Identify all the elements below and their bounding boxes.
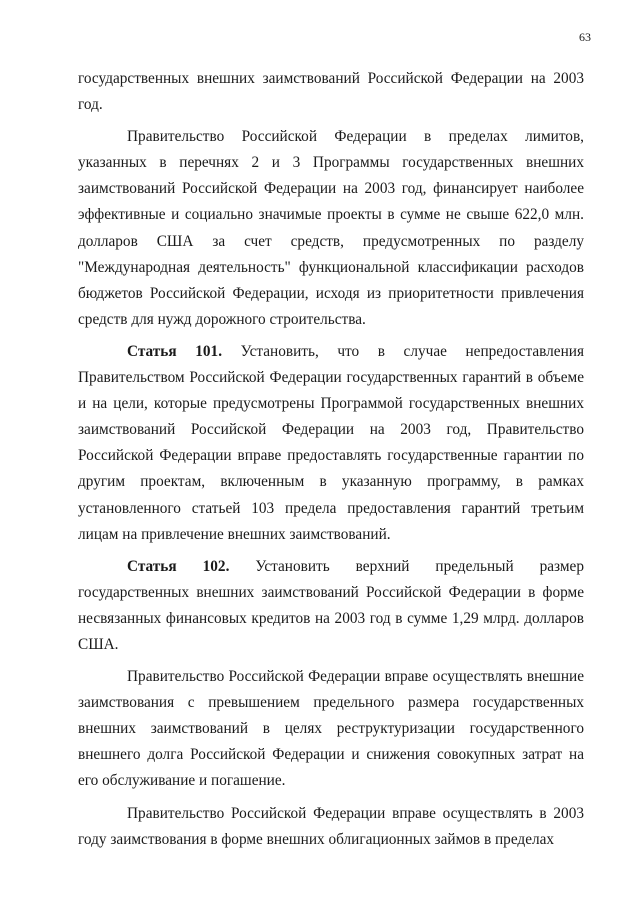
article-label: Статья 102.: [127, 557, 230, 575]
paragraph-text: Установить верхний предельный размер государственных внешних заимствований Российской Федерации в форме несвязанных финансовых кредитов на 2003 год в сумме 1,29 млрд. долларов США.: [78, 557, 584, 653]
paragraph-text: Правительство Российской Федерации вправе осуществлять внешние заимствования с превышением предельного размера государственных внешних заимствований в целях реструктуризации государственного внешнего долга Российской Федерации и снижения совокупных затрат на его обслуживание и погашение.: [78, 668, 584, 790]
document-body: [78, 66, 584, 859]
page-number: 63: [579, 30, 591, 44]
paragraph: [78, 664, 584, 794]
paragraph-text: Установить, что в случае непредоставления Правительством Российской Федерации государственных гарантий в объеме и на цели, которые предусмотрены Программой государственных внешних заимствований Российской Федерации на 2003 год, Правительство Российской Федерации вправе предоставлять государственные гарантии по другим проектам, включенным в указанную программу, в рамках установленного статьей 103 предела предоставления гарантий третьим лицам на привлечение внешних заимствований.: [78, 342, 584, 543]
paragraph: [78, 801, 584, 853]
paragraph: [78, 124, 584, 333]
paragraph: [78, 66, 584, 118]
paragraph-text: Правительство Российской Федерации в пределах лимитов, указанных в перечнях 2 и 3 Программы государственных внешних заимствований Российской Федерации на 2003 год, финансирует наиболее эффективные и социально значимые проекты в сумме не свыше 622,0 млн. долларов США за счет средств, предусмотренных по разделу "Международная деятельность" функциональной классификации расходов бюджетов Российской Федерации, исходя из приоритетности привлечения средств для нужд дорожного строительства.: [78, 128, 584, 328]
paragraph-text: Правительство Российской Федерации вправе осуществлять в 2003 году заимствования в форме внешних облигационных займов в пределах: [78, 804, 584, 848]
article-paragraph: [78, 554, 584, 658]
article-label: Статья 101.: [127, 342, 223, 360]
article-paragraph: [78, 339, 584, 548]
paragraph-text: государственных внешних заимствований Российской Федерации на 2003 год.: [78, 70, 584, 114]
